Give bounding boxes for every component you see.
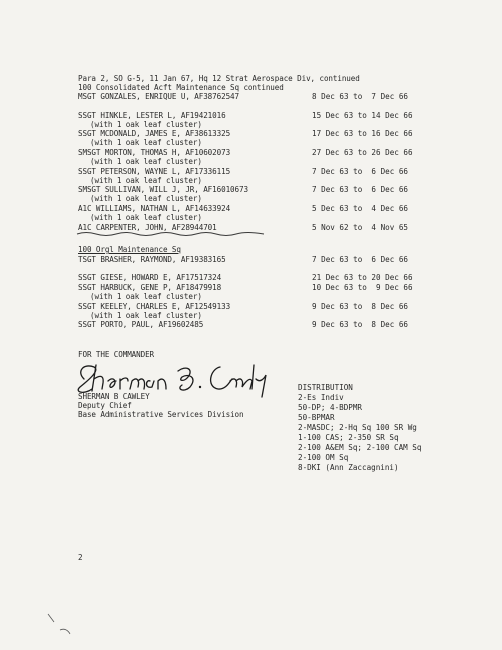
list-item-name: SSGT KEELEY, CHARLES E, AF12549133	[78, 302, 231, 311]
list-item-name: SSGT PETERSON, WAYNE L, AF17336115	[78, 167, 231, 176]
signer-name: SHERMAN B CAWLEY	[78, 392, 150, 401]
list-item-name: TSGT BRASHER, RAYMOND, AF19383165	[78, 255, 226, 264]
distribution-line: 8-DKI (Ann Zaccagnini)	[298, 463, 399, 472]
list-item-dates: 7 Dec 63 to 6 Dec 66	[312, 185, 409, 194]
list-item-dates: 9 Dec 63 to 8 Dec 66	[312, 320, 409, 329]
list-item-dates: 15 Dec 63 to 14 Dec 66	[312, 111, 413, 120]
list-item-dates: 17 Dec 63 to 16 Dec 66	[312, 129, 413, 138]
list-item-dates: 9 Dec 63 to 8 Dec 66	[312, 302, 409, 311]
wavy-underline-mark	[76, 231, 266, 237]
list-item-dates: 27 Dec 63 to 26 Dec 66	[312, 148, 413, 157]
list-item-name: SSGT PORTO, PAUL, AF19602485	[78, 320, 204, 329]
for-the-commander-label: FOR THE COMMANDER	[78, 350, 155, 359]
signer-organization: Base Administrative Services Division	[78, 410, 244, 419]
list-item-dates: 8 Dec 63 to 7 Dec 66	[312, 92, 409, 101]
list-item-cluster: (with 1 oak leaf cluster)	[90, 194, 202, 203]
distribution-line: 2-MASDC; 2-Hq Sq 100 SR Wg	[298, 423, 417, 432]
header-line-2: 100 Consolidated Acft Maintenance Sq continued	[78, 83, 284, 92]
list-item-cluster: (with 1 oak leaf cluster)	[90, 213, 202, 222]
list-item-name: SSGT HINKLE, LESTER L, AF19421016	[78, 111, 226, 120]
distribution-line: 50-DP; 4-BDPMR	[298, 403, 363, 412]
list-item-name: SSGT HARBUCK, GENE P, AF18479918	[78, 283, 222, 292]
distribution-line: 50-BPMAR	[298, 413, 335, 422]
distribution-line: 2-100 OM Sq	[298, 453, 349, 462]
list-item-dates: 21 Dec 63 to 20 Dec 66	[312, 273, 413, 282]
distribution-heading: DISTRIBUTION	[298, 383, 353, 392]
list-item-name: A1C WILLIAMS, NATHAN L, AF14633924	[78, 204, 231, 213]
signer-title: Deputy Chief	[78, 401, 132, 410]
list-item-cluster: (with 1 oak leaf cluster)	[90, 176, 202, 185]
list-item-name: SMSGT MORTON, THOMAS H, AF10602073	[78, 148, 231, 157]
list-item-dates: 10 Dec 63 to 9 Dec 66	[312, 283, 413, 292]
list-item-name: SSGT GIESE, HOWARD E, AF17517324	[78, 273, 222, 282]
list-item-dates: 5 Nov 62 to 4 Nov 65	[312, 223, 409, 232]
distribution-block	[298, 383, 421, 473]
list-item-name: MSGT GONZALES, ENRIQUE U, AF38762547	[78, 92, 239, 101]
list-item-name: A1C CARPENTER, JOHN, AF28944701	[78, 223, 217, 232]
list-item-dates: 7 Dec 63 to 6 Dec 66	[312, 167, 409, 176]
page-number: 2	[78, 553, 83, 562]
list-item-dates: 7 Dec 63 to 6 Dec 66	[312, 255, 409, 264]
distribution-line: 1-100 CAS; 2-350 SR Sq	[298, 433, 399, 442]
section-title-orgl-maintenance: 100 Orgl Maintenance Sq	[78, 245, 181, 254]
header-line-1: Para 2, SO G-5, 11 Jan 67, Hq 12 Strat Aerospace Div, continued	[78, 74, 360, 83]
distribution-line: 2-Es Indiv	[298, 393, 344, 402]
list-item-cluster: (with 1 oak leaf cluster)	[90, 292, 202, 301]
list-item-name: SSGT MCDONALD, JAMES E, AF38613325	[78, 129, 231, 138]
list-item-cluster: (with 1 oak leaf cluster)	[90, 311, 202, 320]
list-item-cluster: (with 1 oak leaf cluster)	[90, 120, 202, 129]
list-item-name: SMSGT SULLIVAN, WILL J, JR, AF16010673	[78, 185, 248, 194]
list-item-cluster: (with 1 oak leaf cluster)	[90, 138, 202, 147]
stray-pen-mark	[46, 612, 76, 638]
list-item-cluster: (with 1 oak leaf cluster)	[90, 157, 202, 166]
list-item-dates: 5 Dec 63 to 4 Dec 66	[312, 204, 409, 213]
distribution-line: 2-100 A&EM Sq; 2-100 CAM Sq	[298, 443, 422, 452]
